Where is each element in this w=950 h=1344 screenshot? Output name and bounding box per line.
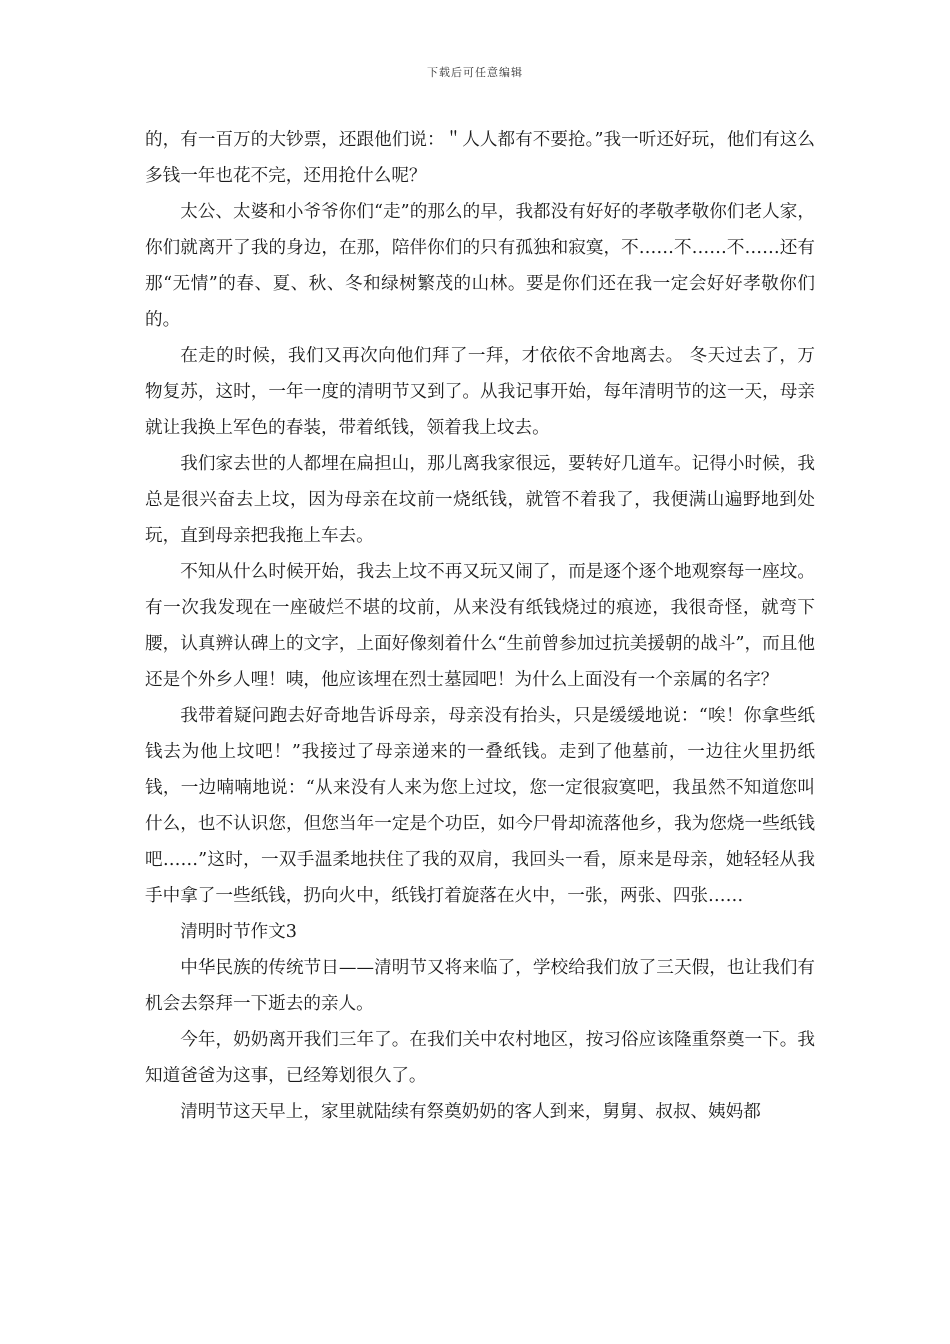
paragraph: 我带着疑问跑去好奇地告诉母亲，母亲没有抬头，只是缓缓地说：“唉！你拿些纸钱去为他上坟吧！”我接过了母亲递来的一叠纸钱。走到了他墓前，一边往火里扔纸钱，一边喃喃地说：“从来没有人来为您上过坟，您一定很寂寞吧，我虽然不知道您叫什么，也不认识您，但您当年一定是个功臣，如今尸骨却流落他乡，我为您烧一些纸钱吧……”这时，一双手温柔地扶住了我的双肩，我回头一看，原来是母亲，她轻轻从我手中拿了一些纸钱，扔向火中，纸钱打着旋落在火中，一张，两张、四张……: [145, 706, 815, 906]
paragraph: 不知从什么时候开始，我去上坟不再又玩又闹了，而是逐个逐个地观察每一座坟。有一次我发现在一座破烂不堪的坟前，从来没有纸钱烧过的痕迹，我很奇怪，就弯下腰，认真辨认碑上的文字，上面好像刻着什么“生前曾参加过抗美援朝的战斗”，而且他还是个外乡人哩！咦，他应该埋在烈士墓园吧！为什么上面没有一个亲属的名字？: [145, 562, 815, 690]
paragraph: 今年，奶奶离开我们三年了。在我们关中农村地区，按习俗应该隆重祭奠一下。我知道爸爸为这事，已经筹划很久了。: [145, 1030, 815, 1086]
paragraph: 在走的时候，我们又再次向他们拜了一拜，才依依不舍地离去。 冬天过去了，万物复苏，这时，一年一度的清明节又到了。从我记事开始，每年清明节的这一天，母亲就让我换上军色的春装，带着纸钱，领着我上坟去。: [145, 346, 815, 438]
paragraph: 清明节这天早上，家里就陆续有祭奠奶奶的客人到来，舅舅、叔叔、姨妈都: [180, 1102, 761, 1122]
paragraph: 太公、太婆和小爷爷你们“走”的那么的早，我都没有好好的孝敬孝敬你们老人家，你们就离开了我的身边，在那，陪伴你们的只有孤独和寂寞，不……不……不……还有那“无情”的春、夏、秋、冬和绿树繁茂的山林。要是你们还在我一定会好好孝敬你们的。: [145, 202, 815, 330]
page-header: 下载后可任意编辑: [427, 66, 523, 79]
section-heading: 清明时节作文3: [180, 922, 297, 942]
paragraph: 中华民族的传统节日——清明节又将来临了，学校给我们放了三天假，也让我们有机会去祭拜一下逝去的亲人。: [145, 958, 815, 1014]
document-body: [145, 122, 815, 1130]
paragraph: 我们家去世的人都埋在扁担山，那儿离我家很远，要转好几道车。记得小时候，我总是很兴奋去上坟，因为母亲在坟前一烧纸钱，就管不着我了，我便满山遍野地到处玩，直到母亲把我拖上车去。: [145, 454, 815, 546]
paragraph: 的，有一百万的大钞票，还跟他们说：＂人人都有不要抢。”我一听还好玩，他们有这么多钱一年也花不完，还用抢什么呢？: [145, 130, 815, 186]
